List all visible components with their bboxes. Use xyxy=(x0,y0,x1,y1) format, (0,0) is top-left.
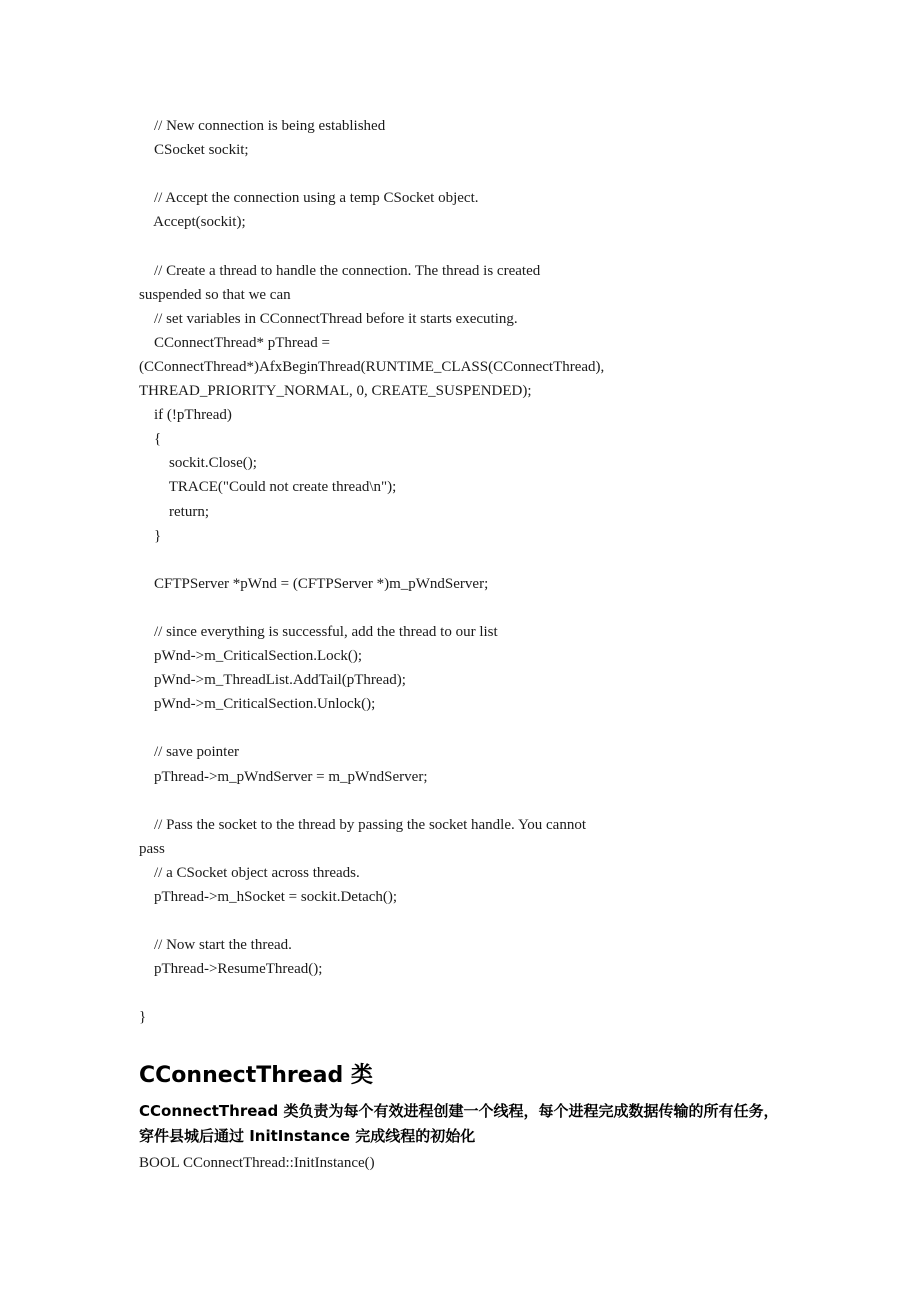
code-line xyxy=(139,548,839,572)
code-line: suspended so that we can xyxy=(139,286,291,303)
code-listing xyxy=(139,114,839,1030)
code-line: return; xyxy=(139,503,209,520)
code-line: // since everything is successful, add the thread to our list xyxy=(139,623,498,640)
code-line: { xyxy=(139,431,162,448)
code-line xyxy=(139,596,839,620)
function-signature: BOOL CConnectThread::InitInstance() xyxy=(139,1155,375,1171)
code-line xyxy=(139,909,839,933)
code-line: pThread->m_pWndServer = m_pWndServer; xyxy=(139,768,428,785)
code-line: (CConnectThread*)AfxBeginThread(RUNTIME_CLASS(CConnectThread), xyxy=(139,358,605,375)
code-line: // New connection is being established xyxy=(139,118,386,134)
code-line: pWnd->m_CriticalSection.Lock(); xyxy=(139,648,362,665)
code-line: pThread->m_hSocket = sockit.Detach(); xyxy=(139,889,398,905)
code-line: // Create a thread to handle the connection. The thread is created xyxy=(139,262,541,279)
code-line: TRACE("Could not create thread\n"); xyxy=(139,479,397,496)
code-line xyxy=(139,716,839,740)
code-line: } xyxy=(139,1009,147,1026)
code-line: // Now start the thread. xyxy=(139,937,292,954)
section-description xyxy=(139,1099,829,1149)
code-line xyxy=(139,789,839,813)
code-line: // save pointer xyxy=(139,744,239,761)
description-line: CConnectThread 类负责为每个有效进程创建一个线程，每个进程完成数据传输的所有任务， xyxy=(139,1102,779,1120)
code-line: CSocket sockit; xyxy=(139,142,249,159)
code-line: CConnectThread* pThread = xyxy=(139,334,330,351)
code-line: Accept(sockit); xyxy=(139,214,246,231)
code-line: pThread->ResumeThread(); xyxy=(139,961,323,978)
code-line: pWnd->m_CriticalSection.Unlock(); xyxy=(139,696,376,713)
code-line: if (!pThread) xyxy=(139,407,232,424)
code-line: // Pass the socket to the thread by passing the socket handle. You cannot xyxy=(139,816,587,833)
code-line: pass xyxy=(139,840,165,857)
code-line: CFTPServer *pWnd = (CFTPServer *)m_pWndServer; xyxy=(139,575,489,592)
code-line: sockit.Close(); xyxy=(139,455,257,472)
section-heading: CConnectThread 类 xyxy=(139,1063,373,1088)
description-line: 穿件县城后通过 InitInstance 完成线程的初始化 xyxy=(139,1127,476,1145)
code-line xyxy=(139,162,839,186)
code-line: } xyxy=(139,527,162,544)
code-line: // Accept the connection using a temp CSocket object. xyxy=(139,190,479,207)
code-line: pWnd->m_ThreadList.AddTail(pThread); xyxy=(139,672,406,689)
code-line xyxy=(139,981,839,1005)
code-line: // set variables in CConnectThread before it starts executing. xyxy=(139,310,518,327)
code-line: THREAD_PRIORITY_NORMAL, 0, CREATE_SUSPENDED); xyxy=(139,383,532,400)
code-line: // a CSocket object across threads. xyxy=(139,864,360,881)
code-line xyxy=(139,234,839,258)
